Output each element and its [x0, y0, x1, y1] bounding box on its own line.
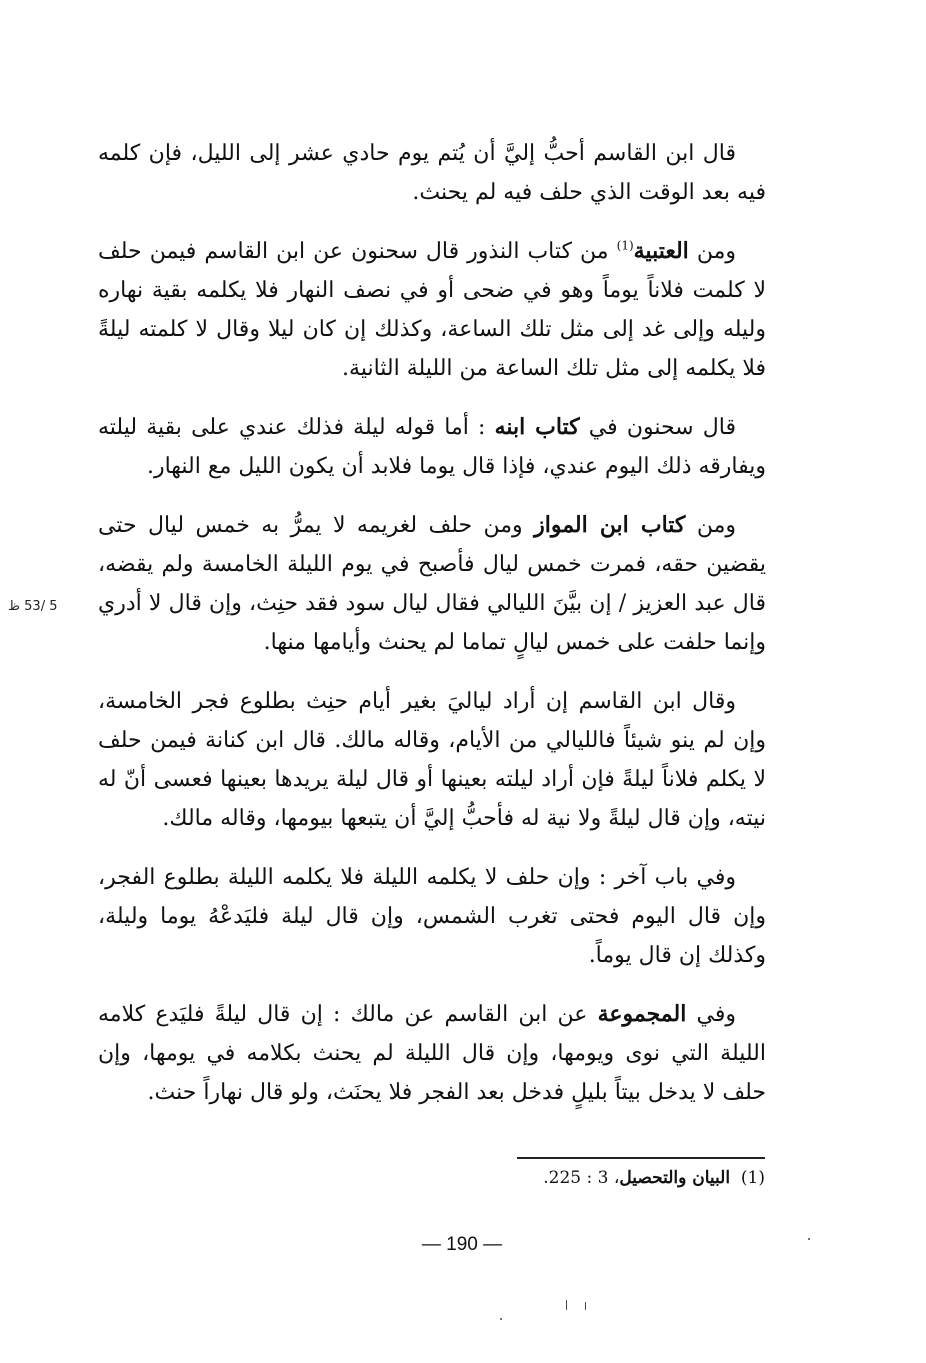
paragraph-3	[98, 408, 766, 486]
paragraph-text: وقال ابن القاسم إن أراد لياليَ بغير أيام حنِث بطلوع فجر الخامسة، وإن لم ينو شيئاً فالليالي من الأيام، وقاله مالك. قال ابن كنانة فيمن حلف لا يكلم فلاناً ليلةً فإن أراد ليلته بعينها أو قال ليلة يريدها بعينها فعسى أنّ له نيته، وإن قال ليلةً ولا نية له فأحبُّ إليَّ أن يتبعها بيومها، وقاله مالك.	[98, 689, 766, 831]
paragraph-2	[98, 232, 766, 388]
footnote-marker: (1)	[616, 238, 634, 253]
source-title: العتبية	[633, 238, 689, 264]
page-number: — 190 —	[421, 1234, 503, 1255]
paragraph-1	[98, 134, 766, 212]
footnote-divider	[517, 1157, 765, 1159]
paragraph-text: من كتاب النذور قال سحنون عن ابن القاسم فيمن حلف لا كلمت فلاناً يوماً وهو في ضحى أو في نصف النهار فلا يكلمه بقية نهاره وليله وإلى غد إلى مثل تلك الساعة، وكذلك إن كان ليلا وقال لا كلمته ليلةً فلا يكلمه إلى مثل تلك الساعة من الليلة الثانية.	[98, 239, 766, 381]
paragraph-5	[98, 682, 766, 838]
footnote	[468, 1164, 765, 1192]
paragraph-text: وفي	[686, 1002, 736, 1027]
paragraph-6	[98, 858, 766, 975]
footnote-source-title: البيان والتحصيل	[619, 1168, 731, 1188]
main-text	[98, 134, 766, 1132]
scan-speck	[500, 1318, 502, 1320]
paragraph-text: قال ابن القاسم أحبُّ إليَّ أن يُتم يوم حادي عشر إلى الليل، فإن كلمه فيه بعد الوقت الذي حلف فيه لم يحنث.	[98, 141, 766, 205]
footnote-reference: ، 3 : 225.	[543, 1168, 620, 1188]
paragraph-text: ومن	[688, 239, 736, 264]
manuscript-folio-note: 5 /53 ظ	[8, 599, 58, 614]
paragraph-text: : أما قوله ليلة فذلك عندي على بقية ليلته ويفارقه ذلك اليوم عندي، فإذا قال يوما فلابد أن يكون الليل مع النهار.	[98, 415, 766, 479]
paragraph-4	[98, 506, 766, 662]
source-title: كتاب ابنه	[494, 414, 580, 440]
paragraph-text: ومن حلف لغريمه لا يمرُّ به خمس ليال حتى يقضين حقه، فمرت خمس ليال فأصبح في يوم الليلة الخامسة ولم يقضه، قال عبد العزيز / إن بيَّنَ الليالي فقال ليال سود فقد حنِث، وإن قال لا أدري وإنما حلفت على خمس ليالٍ تماما لم يحنث وأيامها منها.	[98, 513, 766, 655]
paragraph-text: وفي باب آخر : وإن حلف لا يكلمه الليلة فلا يكلمه الليلة بطلوع الفجر، وإن قال اليوم فحتى تغرب الشمس، وإن قال ليلة فليَدعْهُ يوما وليلة، وكذلك إن قال يوماً.	[98, 865, 766, 968]
paragraph-7	[98, 995, 766, 1112]
scan-speck	[808, 1238, 810, 1240]
source-title: كتاب ابن المواز	[534, 512, 686, 538]
footnote-number: (1)	[740, 1168, 765, 1188]
scan-speck	[585, 1302, 586, 1310]
paragraph-text: ومن	[685, 513, 736, 538]
source-title: المجموعة	[597, 1001, 687, 1027]
scan-speck	[566, 1300, 567, 1310]
paragraph-text: عن ابن القاسم عن مالك : إن قال ليلةً فليَدع كلامه الليلة التي نوى ويومها، وإن قال الليلة لم يحنث بكلامه في يومها، وإن حلف لا يدخل بيتاً بليلٍ فدخل بعد الفجر فلا يحنَث، ولو قال نهاراً حنث.	[98, 1002, 766, 1105]
paragraph-text: قال سحنون في	[579, 415, 736, 440]
